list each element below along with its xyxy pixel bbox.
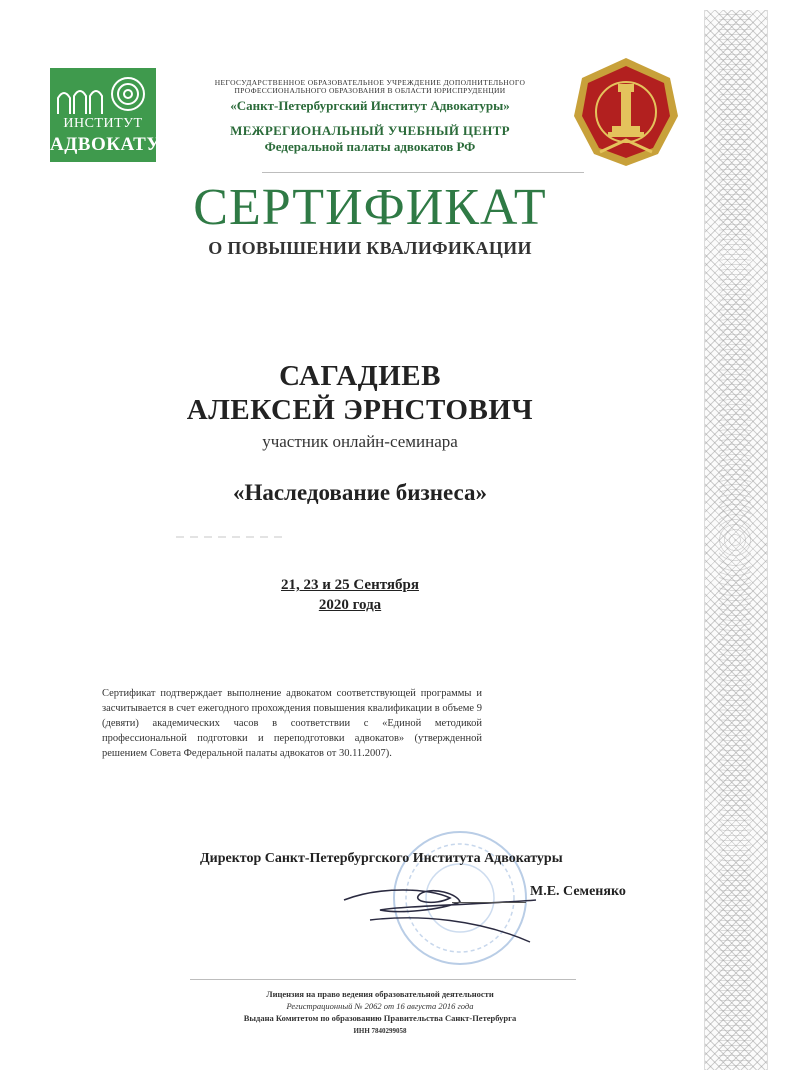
institute-name: «Санкт-Петербургский Институт Адвокатуры» bbox=[230, 98, 510, 113]
inn-number: ИНН 7840299058 bbox=[353, 1027, 407, 1035]
institute-logo bbox=[50, 68, 192, 162]
center-line-2: Федеральной палаты адвокатов РФ bbox=[264, 139, 476, 154]
border-pattern bbox=[719, 10, 751, 1070]
dates-line-2: 2020 года bbox=[318, 597, 382, 613]
signature-line bbox=[452, 902, 526, 903]
certificate-subtitle: О ПОВЫШЕНИИ КВАЛИФИКАЦИИ bbox=[208, 238, 532, 258]
license-line-1: Лицензия на право ведения образовательной деятельности bbox=[266, 989, 494, 999]
dates-line-1: 21, 23 и 25 Сентября bbox=[281, 577, 419, 593]
logo-arches-icon bbox=[50, 68, 156, 118]
handwritten-signature bbox=[340, 880, 540, 950]
org-line-2: ПРОФЕССИОНАЛЬНОГО ОБРАЗОВАНИЯ В ОБЛАСТИ ЮРИСПРУДЕНЦИИ bbox=[234, 86, 506, 95]
recipient-surname: САГАДИЕВ bbox=[279, 360, 441, 392]
recipient-role: участник онлайн-семинара bbox=[262, 432, 458, 451]
recipient-given-names: АЛЕКСЕЙ ЭРНСТОВИЧ bbox=[186, 394, 534, 426]
org-line-1: НЕГОСУДАРСТВЕННОЕ ОБРАЗОВАТЕЛЬНОЕ УЧРЕЖДЕНИЕ ДОПОЛНИТЕЛЬНОГО bbox=[214, 78, 526, 87]
header-divider bbox=[262, 172, 584, 173]
logo-text-line1: ИНСТИТУТ bbox=[63, 116, 143, 131]
seminar-dates bbox=[200, 575, 500, 615]
decorative-border bbox=[704, 10, 768, 1070]
director-title: Директор Санкт-Петербургского Института Адвокатуры bbox=[200, 851, 563, 866]
signatory-name: М.Е. Семеняко bbox=[530, 884, 626, 899]
license-line-3: Выдана Комитетом по образованию Правительства Санкт-Петербурга bbox=[243, 1013, 517, 1023]
seminar-topic: «Наследование бизнеса» bbox=[232, 480, 488, 505]
logo-text-line2: АДВОКАТУРЫ bbox=[50, 134, 192, 155]
faint-mark bbox=[176, 536, 286, 538]
certificate-body: Сертификат подтверждает выполнение адвокатом соответствующей программы и засчитывается в счет ежегодного прохождения повышения квалификации в объеме 9 (девяти) академических часов в соответствии с «Единой методикой профессиональной подготовки и переподготовки адвокатов» (утвержденной решением Совета Федеральной палаты адвокатов от 30.11.2007). bbox=[102, 688, 482, 759]
bar-association-emblem-icon bbox=[566, 54, 686, 170]
license-line-2: Регистрационный № 2062 от 16 августа 2016 года bbox=[286, 1001, 474, 1011]
center-line-1: МЕЖРЕГИОНАЛЬНЫЙ УЧЕБНЫЙ ЦЕНТР bbox=[230, 123, 510, 138]
footer-divider bbox=[190, 979, 576, 980]
certificate-title: СЕРТИФИКАТ bbox=[193, 179, 547, 236]
